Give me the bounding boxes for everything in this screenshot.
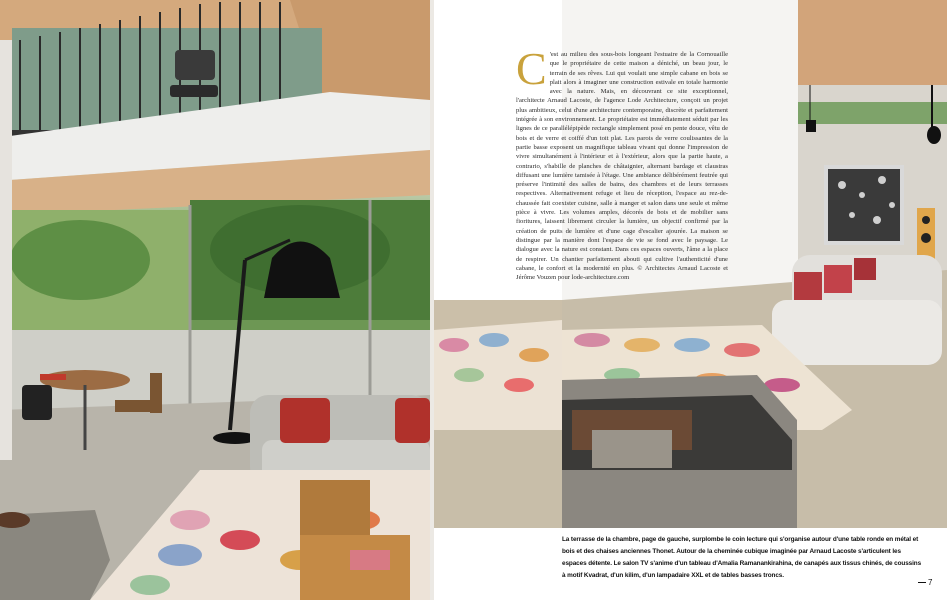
living-room-illustration: [0, 0, 430, 600]
page-number: 7: [928, 578, 933, 587]
article-text: 'est au milieu des sous-bois longeant l'estuaire de la Cornouaille que le propriétaire de cette maison a déniché, un beau jour, le terrain de ses rêves. Lui qui voulait une simple cabane en bois se plait alors à imaginer une construction estivale en totale harmonie avec la nature. Mais, en découvrant ce site exceptionnel, l'architecte Arnaud Lacoste, de l'agence Lode Architecture, conçoit un projet plus ambitieux, celui d'une architecture contemporaine, discrète et parfaitement intégrée à son environnement. Le propriétaire est immédiatement séduit par les lignes de ce parallélépipède rectangle simplement posé en pente douce, vêtu de bois et de verre et coiffé d'un toit plat. Les parois de verre coulissantes de la partie basse exposent un magnifique tableau vivant qui donne l'impression de vivre simultanément à l'intérieur et à l'extérieur, alors que la partie haute, a contrario, s'habille de planches de châtaignier, alternant bardage et claustras diffusant une lumière tamisée à l'étage. Une ambiance délibérément feutrée qui préserve l'intimité des salles de bains, des chambres et de leurs terrasses respectives. Alternativement refuge et lieu de réception, l'espace au rez-de-chaussée fait coexister cuisine, salle à manger et salon dans une seule et même pièce à vivre. Les volumes amples, décorés de bois et de mobilier sans fioritures, laissent librement circuler la lumière, un objectif confirmé par la création de puits de lumière et d'une cage d'escalier ajourée. La maison se distingue par la manière dont l'espace de vie se fond avec le paysage. Le dialogue avec la nature est constant. Dans ces espaces ouverts, l'âme a la place de respirer. Un chantier parfaitement abouti qui cultive l'authenticité d'une cabane, le confort et la modernité en plus. © Architectes Arnaud Lacoste et Jérôme Vouzen pour lode-architecture.com: [516, 51, 728, 282]
page-number-rule: [918, 582, 926, 583]
photo-caption: La terrasse de la chambre, page de gauche, surplombe le coin lecture qui s'organise autour d'une table ronde en métal et bois et des chaises anciennes Thonet. Autour de la cheminée cubique imaginée par Arnaud Lacoste s'articulent les espaces détente. Le salon TV s'anime d'un tableau d'Amalia Ramanankirahina, de canapés aux tissus chinés, de coussins à motif Kvadrat, d'un kilim, d'un lampadaire XXL et de tables basses troncs.: [562, 536, 922, 579]
left-page-photo: [0, 0, 430, 600]
article-body: [516, 43, 728, 282]
right-page: [434, 0, 947, 600]
dropcap-letter: C: [516, 43, 547, 94]
rug-corner-illustration: [434, 300, 562, 528]
right-page-lower-photo: [434, 300, 562, 528]
